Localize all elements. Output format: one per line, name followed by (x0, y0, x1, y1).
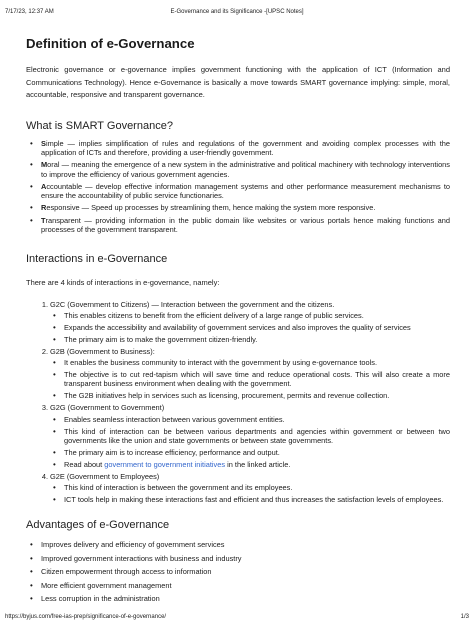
list-item: • ICT tools help in making these interactions fast and efficient and thus increases the satisfaction levels of employees. (50, 495, 450, 504)
print-header (5, 9, 469, 19)
list-number: 3. (41, 403, 48, 413)
advantages-list (26, 540, 450, 603)
list-item: • This kind of interaction can be between various departments and agencies within government or between two governments like the union and state governments or between state governments. (50, 427, 450, 446)
g2g-initiatives-link[interactable]: government to government initiatives (104, 459, 226, 469)
smart-text: ransparent — providing information in the public domain like websites or various portals hence making functions and processes of the government transparent. (41, 215, 450, 234)
list-number: 2. (41, 346, 48, 356)
advantages-heading: Advantages of e-Governance (26, 519, 170, 532)
interaction-item-g2g (26, 403, 450, 413)
read-about-item (50, 460, 450, 469)
smart-item-transparent (26, 216, 450, 235)
print-date: 7/17/23, 12:37 AM (5, 9, 54, 15)
smart-letter: M (41, 160, 48, 170)
read-about-prefix: Read about (64, 459, 105, 469)
list-item: • The primary aim is to increase efficiency, performance and output. (50, 448, 450, 457)
list-item: • This enables citizens to benefit from the efficient delivery of a large range of public services. (50, 311, 450, 320)
list-item: • This kind of interaction is between the government and its employees. (50, 483, 450, 492)
list-number: 4. (41, 471, 48, 481)
interaction-item-g2e (26, 472, 450, 482)
g2g-sublist (50, 415, 450, 470)
interaction-item-g2c (26, 300, 450, 310)
list-item: • Citizen empowerment through access to information (26, 567, 450, 576)
list-item: • Expands the accessibility and availability of government services and also improves the quality of services (50, 323, 450, 332)
page-number: 1/3 (460, 614, 469, 620)
smart-letter: R (41, 203, 47, 213)
list-item: • Improves delivery and efficiency of government services (26, 540, 450, 549)
g2e-sublist (50, 483, 450, 504)
list-item: • The objective is to cut red-tapism which will save time and reduce operational costs. This will also create a more transparent business environment when dealing with the government. (50, 370, 450, 389)
smart-letter: S (41, 138, 46, 148)
interaction-title: G2G (Government to Government) (50, 403, 165, 413)
read-about-suffix: in the linked article. (225, 459, 291, 469)
smart-item-accountable (26, 182, 450, 201)
smart-item-simple (26, 139, 450, 158)
smart-list (26, 139, 450, 235)
smart-item-responsive (26, 203, 450, 212)
list-item: • The primary aim is to make the government citizen-friendly. (50, 335, 450, 344)
intro-paragraph: Electronic governance or e-governance implies government functioning with the application of ICT (Information and Communications Technology). Hence e-Governance is basically a move towards SMART governance implying: simple, moral, accountable, responsive and transparent governance. (26, 65, 450, 99)
print-doc-title: E-Governance and its Significance -[UPSC Notes] (170, 9, 304, 15)
smart-item-moral (26, 160, 450, 179)
smart-text: ccountable — develop effective information management systems and other performance measurement mechanisms to ensure the accountability of public service functionaries. (41, 181, 450, 201)
interaction-title: G2C (Government to Citizens) — Interaction between the government and the citizens. (50, 299, 335, 309)
smart-letter: A (41, 181, 47, 191)
list-item: • Enables seamless interaction between various government entities. (50, 415, 450, 424)
list-item: • Less corruption in the administration (26, 594, 450, 603)
list-item: • More efficient government management (26, 581, 450, 590)
list-item: • Improved government interactions with business and industry (26, 554, 450, 563)
smart-text: imple — implies simplification of rules and regulations of the government and avoiding complex processes with the application of ICTs and therefore, providing a user-friendly government. (41, 138, 450, 157)
interactions-list (26, 300, 450, 505)
print-footer (5, 614, 469, 624)
list-number: 1. (41, 299, 48, 309)
list-item: • It enables the business community to interact with the government by using e-governance tools. (50, 358, 450, 367)
smart-letter: T (41, 215, 46, 225)
list-item: • The G2B initiatives help in services such as licensing, procurement, permits and revenue collection. (50, 391, 450, 400)
article-content (26, 36, 450, 607)
g2c-sublist (50, 311, 450, 344)
interaction-item-g2b (26, 347, 450, 357)
interactions-heading: Interactions in e-Governance (26, 253, 168, 266)
page-title: Definition of e-Governance (26, 36, 195, 51)
interactions-intro: There are 4 kinds of interactions in e-governance, namely: (26, 278, 220, 288)
print-url: https://byjus.com/free-ias-prep/significance-of-e-governance/ (5, 614, 167, 620)
smart-text: oral — meaning the emergence of a new system in the administrative and political machinery with technology interventions to improve the efficiency of various government agencies. (41, 160, 450, 179)
interaction-title: G2E (Government to Employees) (50, 471, 160, 481)
interaction-title: G2B (Government to Business): (50, 346, 155, 356)
smart-heading: What is SMART Governance? (26, 119, 173, 132)
smart-text: esponsive — Speed up processes by streamlining them, hence making the system more responsive. (46, 203, 376, 213)
g2b-sublist (50, 358, 450, 401)
